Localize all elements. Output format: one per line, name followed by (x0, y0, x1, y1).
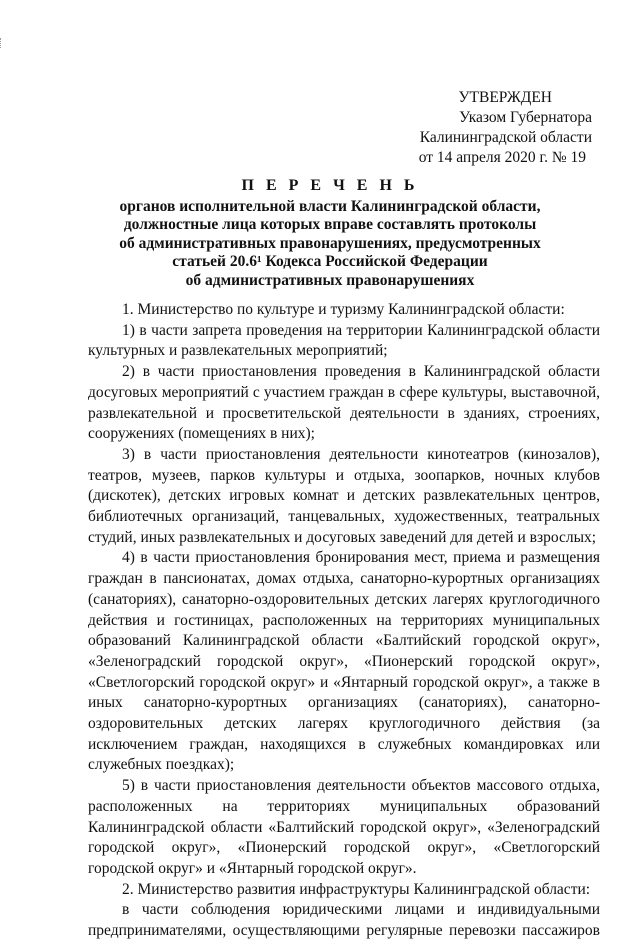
title-line: органов исполнительной власти Калининградской области, (119, 197, 541, 215)
approval-line-3: Калининградской области (419, 129, 592, 146)
title-line: статьей 20.6¹ Кодекса Российской Федерации (172, 253, 488, 270)
paragraph-item-4: 4) в части приостановления бронирования мест, приема и размещения граждан в пансионатах, домах отдыха, санаторно-курортных организациях (санаториях), санаторно-оздоровительных детских лагерях круглогодичного действия и гостиницах, расположенных на территориях муниципальных образований Калининградской области «Балтийский городской округ», «Зеленоградский городской округ», «Пионерский городской округ», «Светлогорский городской округ» и «Янтарный городской округ», а также в иных санаторно-курортных организациях (санаториях), санаторно-оздоровительных детских лагерях круглогодичного действия (за исключением граждан, находящихся в служебных командировках или служебных поездках); (88, 549, 600, 774)
approval-line-1: УТВЕРЖДЕН (458, 89, 552, 106)
title-line: об административных правонарушениях, предусмотренных (119, 234, 541, 252)
title-line: об административных правонарушениях (185, 271, 475, 289)
paragraph-item-3: 3) в части приостановления деятельности кинотеатров (кинозалов), театров, музеев, парков культуры и отдыха, зоопарков, ночных клубов (дискотек), детских игровых комнат и детских развлекательных центров, библиотечных организаций, танцевальных, художественных, театральных студий, иных развлекательных и досуговых заведений для детей и взрослых; (88, 445, 600, 546)
approval-line-2: Указом Губернатора (459, 109, 592, 126)
title-line: должностные лица которых вправе составлять протоколы (123, 216, 537, 233)
approval-date-number: от 14 апреля 2020 г. № 19 (418, 149, 586, 166)
paragraph-section-2-text: в части соблюдения юридическими лицами и индивидуальными предпринимателями, осуществляющими регулярные перевозки пассажиров (88, 901, 600, 940)
paragraph-item-1: 1) в части запрета проведения на территории Калининградской области культурных и развлекательных мероприятий; (88, 321, 600, 360)
scan-mark (0, 38, 3, 48)
document-title (70, 177, 590, 290)
approval-stamp (332, 88, 592, 168)
paragraph-section-1: 1. Министерство по культуре и туризму Калининградской области: (122, 301, 565, 318)
document-body (88, 300, 600, 942)
paragraph-item-5: 5) в части приостановления деятельности объектов массового отдыха, расположенных на территориях муниципальных образований Калининградской области «Балтийский городской округ», «Зеленоградский городской округ», «Пионерский городской округ», «Светлогорский городской округ» и «Янтарный городской округ». (88, 777, 600, 877)
title-heading: П Е Р Е Ч Е Н Ь (241, 177, 419, 194)
paragraph-item-2: 2) в части приостановления проведения в Калининградской области досуговых мероприятий с участием граждан в сфере культуры, выставочной, развлекательной и просветительской деятельности в зданиях, строениях, сооружениях (помещениях в них); (88, 363, 600, 443)
paragraph-section-2: 2. Министерство развития инфраструктуры Калининградской области: (122, 880, 591, 898)
